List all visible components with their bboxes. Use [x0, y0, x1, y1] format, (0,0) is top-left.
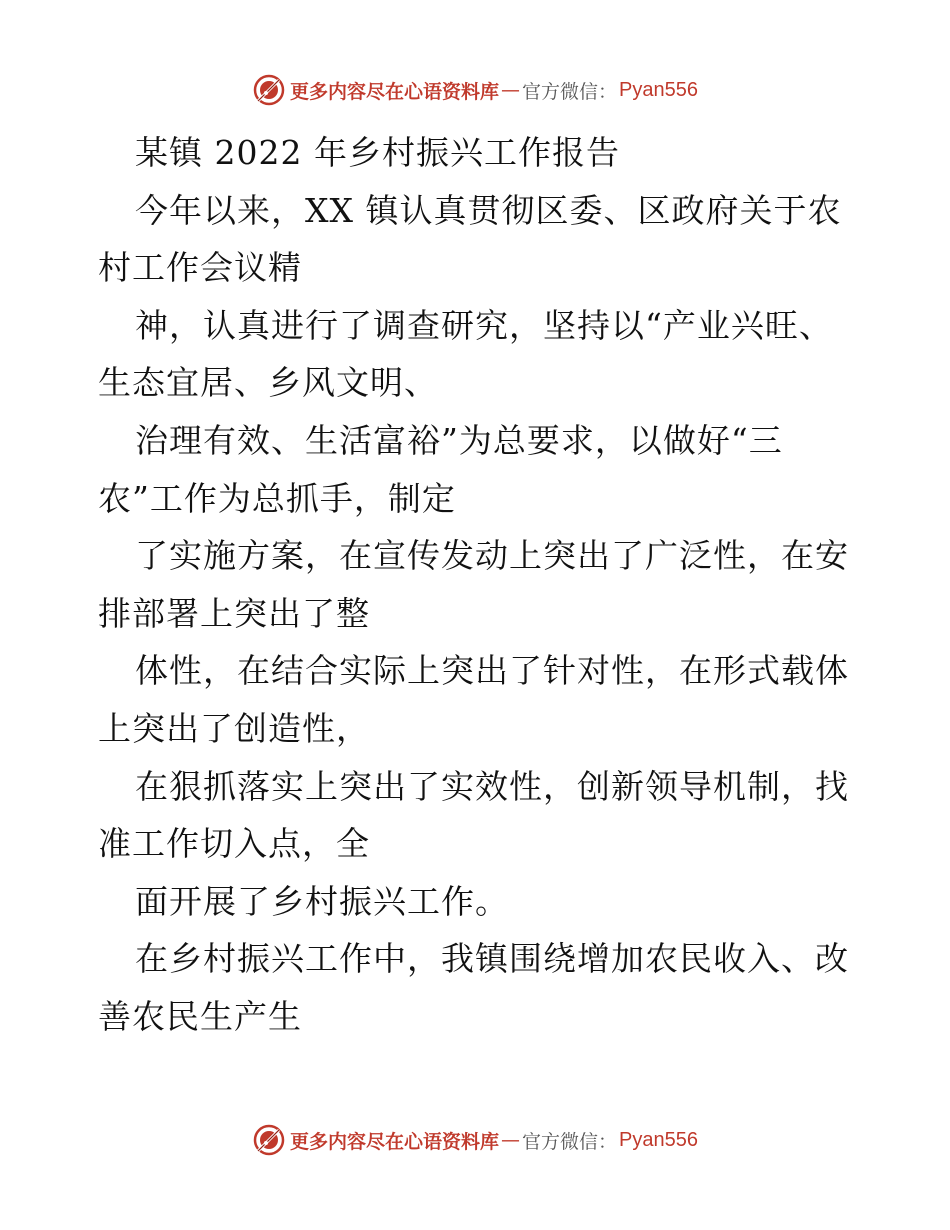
document-body	[98, 124, 858, 1046]
banner-sub-text: 官方微信：	[522, 1130, 618, 1153]
text-line: 在乡村振兴工作中，我镇围绕增加农民收入、改	[135, 939, 849, 979]
banner-wechat-id: Pyan556	[619, 1128, 698, 1151]
text-line: 面开展了乡村振兴工作。	[135, 881, 509, 921]
text-line: 体性，在结合实际上突出了针对性，在形式载体	[135, 651, 849, 691]
text-line: 农”工作为总抓手，制定	[98, 478, 456, 518]
text-line: 了实施方案，在宣传发动上突出了广泛性，在安	[135, 536, 849, 576]
banner-main-text: 更多内容尽在心语资料库	[290, 1130, 500, 1153]
banner-dash: —	[501, 79, 521, 101]
banner-wechat-id: Pyan556	[619, 78, 698, 101]
text-line: 善农民生产生	[98, 996, 302, 1036]
footer-banner	[0, 1120, 950, 1160]
banner-main-text: 更多内容尽在心语资料库	[290, 80, 500, 103]
pen-circle-logo-icon	[252, 1123, 286, 1157]
text-line: 今年以来，XX 镇认真贯彻区委、区政府关于农	[135, 190, 842, 230]
text-line: 村工作会议精	[98, 248, 302, 288]
pen-circle-logo-icon	[252, 73, 286, 107]
text-line: 在狠抓落实上突出了实效性，创新领导机制，找	[135, 766, 849, 806]
text-line: 准工作切入点，全	[98, 824, 370, 864]
banner-content	[252, 1123, 698, 1157]
text-line: 神，认真进行了调查研究，坚持以“产业兴旺、	[135, 305, 833, 345]
text-line: 排部署上突出了整	[98, 593, 370, 633]
banner-content	[252, 73, 698, 107]
text-line: 治理有效、生活富裕”为总要求，以做好“三	[135, 420, 783, 460]
text-line: 生态宜居、乡风文明、	[98, 363, 438, 403]
banner-sub-text: 官方微信：	[522, 80, 618, 103]
document-title: 某镇 2022 年乡村振兴工作报告	[135, 133, 620, 172]
header-banner	[0, 70, 950, 110]
text-line: 上突出了创造性，	[98, 708, 370, 748]
banner-dash: —	[501, 1129, 521, 1151]
